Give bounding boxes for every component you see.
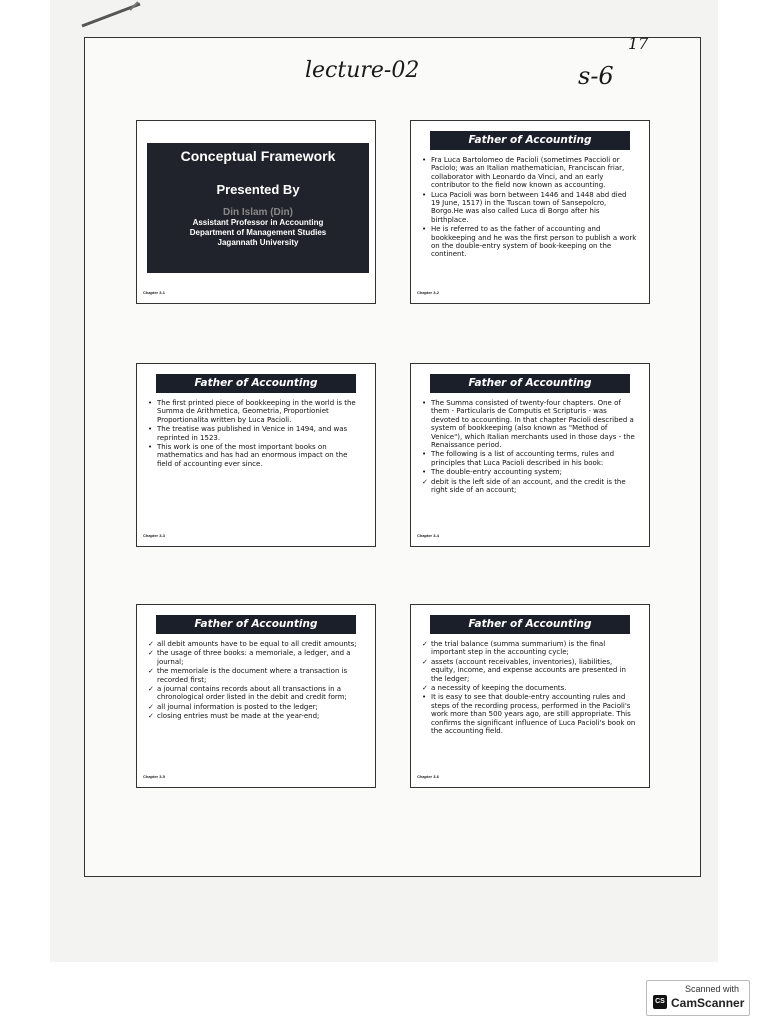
- bullet-icon: •: [422, 156, 427, 164]
- slide-chapter-label: Chapter 3-1: [143, 290, 166, 295]
- list-item: ✓ all journal information is posted to the ledger;: [148, 702, 318, 711]
- camscanner-logo-icon: CS: [653, 995, 667, 1009]
- presenter-university: Jagannath University: [217, 238, 299, 247]
- camscanner-badge: [646, 980, 750, 1016]
- list-item: • Luca Pacioli was born between 1446 and 1448 abd died 19 June, 1517) in the Tuscan town of Sansepolcro, Borgo.He was also called Luca di Borgo after his birthplace.: [422, 190, 627, 224]
- slide-chapter-label: Chapter 3-5: [143, 774, 166, 779]
- bullet-icon: •: [148, 443, 153, 452]
- bullet-icon: •: [422, 468, 427, 477]
- slide-title: Father of Accounting: [430, 374, 630, 393]
- cover-panel: [147, 143, 369, 273]
- bullet-icon: •: [422, 450, 427, 459]
- check-icon: ✓: [148, 640, 154, 648]
- slide-title: Father of Accounting: [156, 615, 356, 634]
- slide-title: Father of Accounting: [430, 131, 630, 150]
- bullet-list: [137, 640, 375, 721]
- list-item: • The double-entry accounting system;: [422, 468, 562, 477]
- list-item: • The treatise was published in Venice in 1494, and was reprinted in 1523.: [148, 425, 348, 442]
- slide-1: [136, 120, 376, 304]
- bullet-icon: •: [422, 399, 427, 407]
- list-item: • The Summa consisted of twenty-four chapters. One of them - Particularis de Computis et Scripturis - was devoted to accounting. In that chapter Pacioli described a system of bookkeeping (also known as "Method of Venice"), which Italian merchants used in those days - the Renaissance period.: [422, 399, 635, 450]
- handwritten-lecture: lecture-02: [305, 58, 420, 83]
- slide-2: [410, 120, 650, 304]
- check-icon: ✓: [148, 667, 154, 676]
- presenter-title: Assistant Professor in Accounting: [192, 218, 324, 227]
- list-item: ✓ closing entries must be made at the year-end;: [148, 712, 320, 721]
- bullet-icon: •: [148, 399, 153, 407]
- scanned-with-text: Scanned with: [684, 984, 739, 994]
- list-item: • Fra Luca Bartolomeo de Pacioli (sometimes Paccioli or Paciolo; was an Italian mathematician, Franciscan friar, collaborator with Leonardo da Vinci, and an early contributor to the field now known as accounting.: [422, 156, 625, 190]
- slide-4: [410, 363, 650, 547]
- slide-chapter-label: Chapter 3-3: [143, 533, 166, 538]
- list-item: ✓ assets (account receivables, inventories), liabilities, equity, income, and expense accounts are presented in the ledger;: [422, 657, 626, 683]
- list-item: ✓ the memoriale is the document where a transaction is recorded first;: [148, 667, 348, 684]
- bullet-icon: •: [422, 693, 427, 702]
- bullet-list: [411, 156, 649, 259]
- slide-chapter-label: Chapter 3-2: [417, 290, 440, 295]
- bullet-list: [411, 399, 649, 494]
- slide-title: Father of Accounting: [156, 374, 356, 393]
- slide-3: [136, 363, 376, 547]
- list-item: • It is easy to see that double-entry accounting rules and steps of the recording process, performed in the Pacioli's work more than 500 years ago, are still appropriate. This confirms the significant influence of Luca Pacioli's book on the accounting field.: [422, 693, 636, 736]
- check-icon: ✓: [422, 684, 428, 693]
- check-icon: ✓: [422, 657, 428, 666]
- list-item: ✓ the usage of three books: a memoriale, a ledger, and a journal;: [148, 649, 351, 666]
- presenter-department: Department of Management Studies: [189, 228, 327, 237]
- list-item: ✓ a journal contains records about all transactions in a chronological order listed in the debit and credit form;: [148, 685, 347, 702]
- list-item: ✓ all debit amounts have to be equal to all credit amounts;: [148, 640, 357, 648]
- check-icon: ✓: [148, 649, 154, 658]
- check-icon: ✓: [422, 477, 428, 486]
- slide-6: [410, 604, 650, 788]
- paper-clip-icon: [80, 0, 160, 30]
- check-icon: ✓: [148, 685, 154, 694]
- handwritten-page-number: 17: [628, 34, 649, 53]
- check-icon: ✓: [148, 702, 154, 711]
- presenter-name: Din Islam (Din): [222, 207, 293, 218]
- camscanner-brand: CamScanner: [671, 996, 745, 1010]
- presented-by: Presented By: [216, 182, 300, 197]
- list-item: ✓ the trial balance (summa summarium) is the final important step in the accounting cycle;: [422, 640, 606, 657]
- bullet-list: [411, 640, 649, 735]
- handwritten-section: s-6: [578, 62, 614, 90]
- check-icon: ✓: [422, 640, 428, 648]
- slide-5: [136, 604, 376, 788]
- list-item: ✓ a necessity of keeping the documents.: [422, 684, 567, 693]
- check-icon: ✓: [148, 712, 154, 721]
- bullet-icon: •: [148, 425, 153, 434]
- list-item: • He is referred to as the father of accounting and bookkeeping and he was the first person to publish a work on the double-entry system of book-keeping on the continent.: [422, 225, 637, 259]
- list-item: • The first printed piece of bookkeeping in the world is the Summa de Arithmetica, Geometria, Proportioniet Proportionalita written by Luca Pacioli.: [148, 399, 356, 424]
- cover-title: Conceptual Framework: [180, 148, 336, 164]
- slide-chapter-label: Chapter 3-4: [417, 533, 440, 538]
- list-item: • This work is one of the most important books on mathematics and has had an enormous impact on the field of accounting ever since.: [148, 443, 348, 468]
- bullet-icon: •: [422, 190, 427, 199]
- slide-chapter-label: Chapter 3-6: [417, 774, 440, 779]
- bullet-list: [137, 399, 375, 468]
- list-item: • The following is a list of accounting terms, rules and principles that Luca Pacioli described in his book:: [422, 450, 615, 467]
- list-item: ✓ debit is the left side of an account, and the credit is the right side of an account;: [422, 477, 626, 495]
- bullet-icon: •: [422, 225, 427, 234]
- slide-title: Father of Accounting: [430, 615, 630, 634]
